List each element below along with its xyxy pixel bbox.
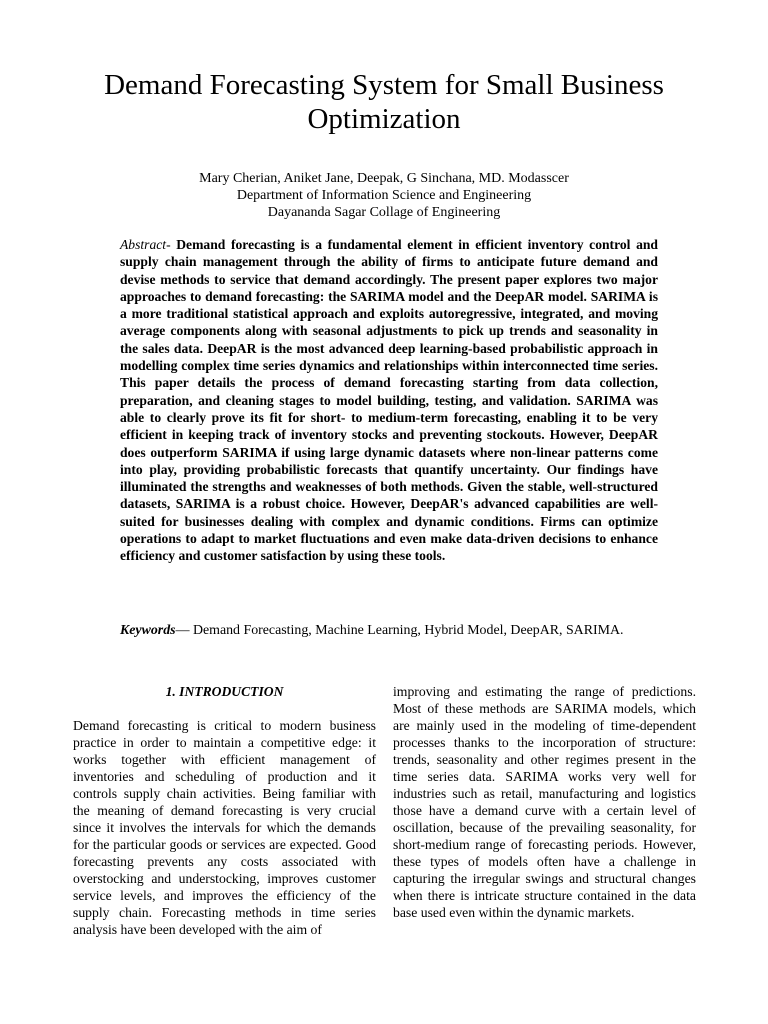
left-column bbox=[73, 683, 376, 938]
keywords-label: Keywords bbox=[120, 623, 176, 638]
author-college: Dayananda Sagar Collage of Engineering bbox=[267, 205, 501, 220]
abstract bbox=[120, 236, 658, 565]
author-block bbox=[84, 170, 684, 221]
keywords bbox=[120, 622, 720, 640]
author-names: Mary Cherian, Aniket Jane, Deepak, G Sinchana, MD. Modasscer bbox=[199, 171, 569, 186]
abstract-text: Demand forecasting is a fundamental element in efficient inventory control and supply chain management through the ability of firms to anticipate future demand and devise methods to service that demand accordingly. The present paper explores two major approaches to demand forecasting: the SARIMA model and the DeepAR model. SARIMA is a more traditional statistical approach and exploits autoregressive, integrated, and moving average components along with seasonal adjustments to pick up trends and seasonality in the sales data. DeepAR is the most advanced deep learning-based probabilistic approach in modelling complex time series dynamics and relationships within interconnected time series. This paper details the process of demand forecasting starting from data collection, preparation, and cleaning stages to model building, testing, and validation. SARIMA was able to clearly prove its fit for short- to medium-term forecasting, enabling it to be very efficient in keeping track of inventory stocks and preventing stockouts. However, DeepAR does outperform SARIMA if using large dynamic datasets where non-linear patterns come into play, providing probabilistic forecasts that quantify uncertainty. Our findings have illuminated the strengths and weaknesses of both methods. Given the stable, well-structured datasets, SARIMA is a robust choice. However, DeepAR's advanced capabilities are well-suited for businesses dealing with complex and dynamic conditions. Firms can optimize operations to adapt to market fluctuations and even make data-driven decisions to enhance efficiency and customer satisfaction by using these tools. bbox=[120, 237, 658, 564]
introduction-paragraph-right: improving and estimating the range of predictions. Most of these methods are SARIMA models, which are mainly used in the modeling of time-dependent processes thanks to the incorporation of structure: trends, seasonality and other regimes present in the time series data. SARIMA works very well for industries such as retail, manufacturing and logistics those have a demand curve with a certain level of oscillation, because of the prevailing seasonality, for short-medium range of forecasting periods. However, these types of models often have a challenge in capturing the irregular swings and structural changes when there is intricate structure contained in the data base used even within the dynamic markets. bbox=[393, 684, 696, 920]
introduction-paragraph-left: Demand forecasting is critical to modern business practice in order to maintain a competitive edge: it works together with efficient management of inventories and scheduling of production and it controls supply chain activities. Being familiar with the meaning of demand forecasting is very crucial since it involves the intervals for which the demands for the particular goods or services are expected. Good forecasting prevents any costs associated with overstocking and understocking, improves customer service levels, and improves the efficiency of the supply chain. Forecasting methods in time series analysis have been developed with the aim of bbox=[73, 718, 376, 937]
section-heading-introduction: 1. INTRODUCTION bbox=[165, 684, 284, 699]
keywords-text: Demand Forecasting, Machine Learning, Hybrid Model, DeepAR, SARIMA. bbox=[189, 623, 624, 638]
abstract-label: Abstract- bbox=[120, 237, 171, 252]
keywords-dash: — bbox=[175, 623, 190, 638]
author-department: Department of Information Science and Engineering bbox=[236, 188, 532, 203]
paper-title: Demand Forecasting System for Small Business Optimization bbox=[104, 69, 664, 135]
right-column bbox=[393, 683, 696, 921]
